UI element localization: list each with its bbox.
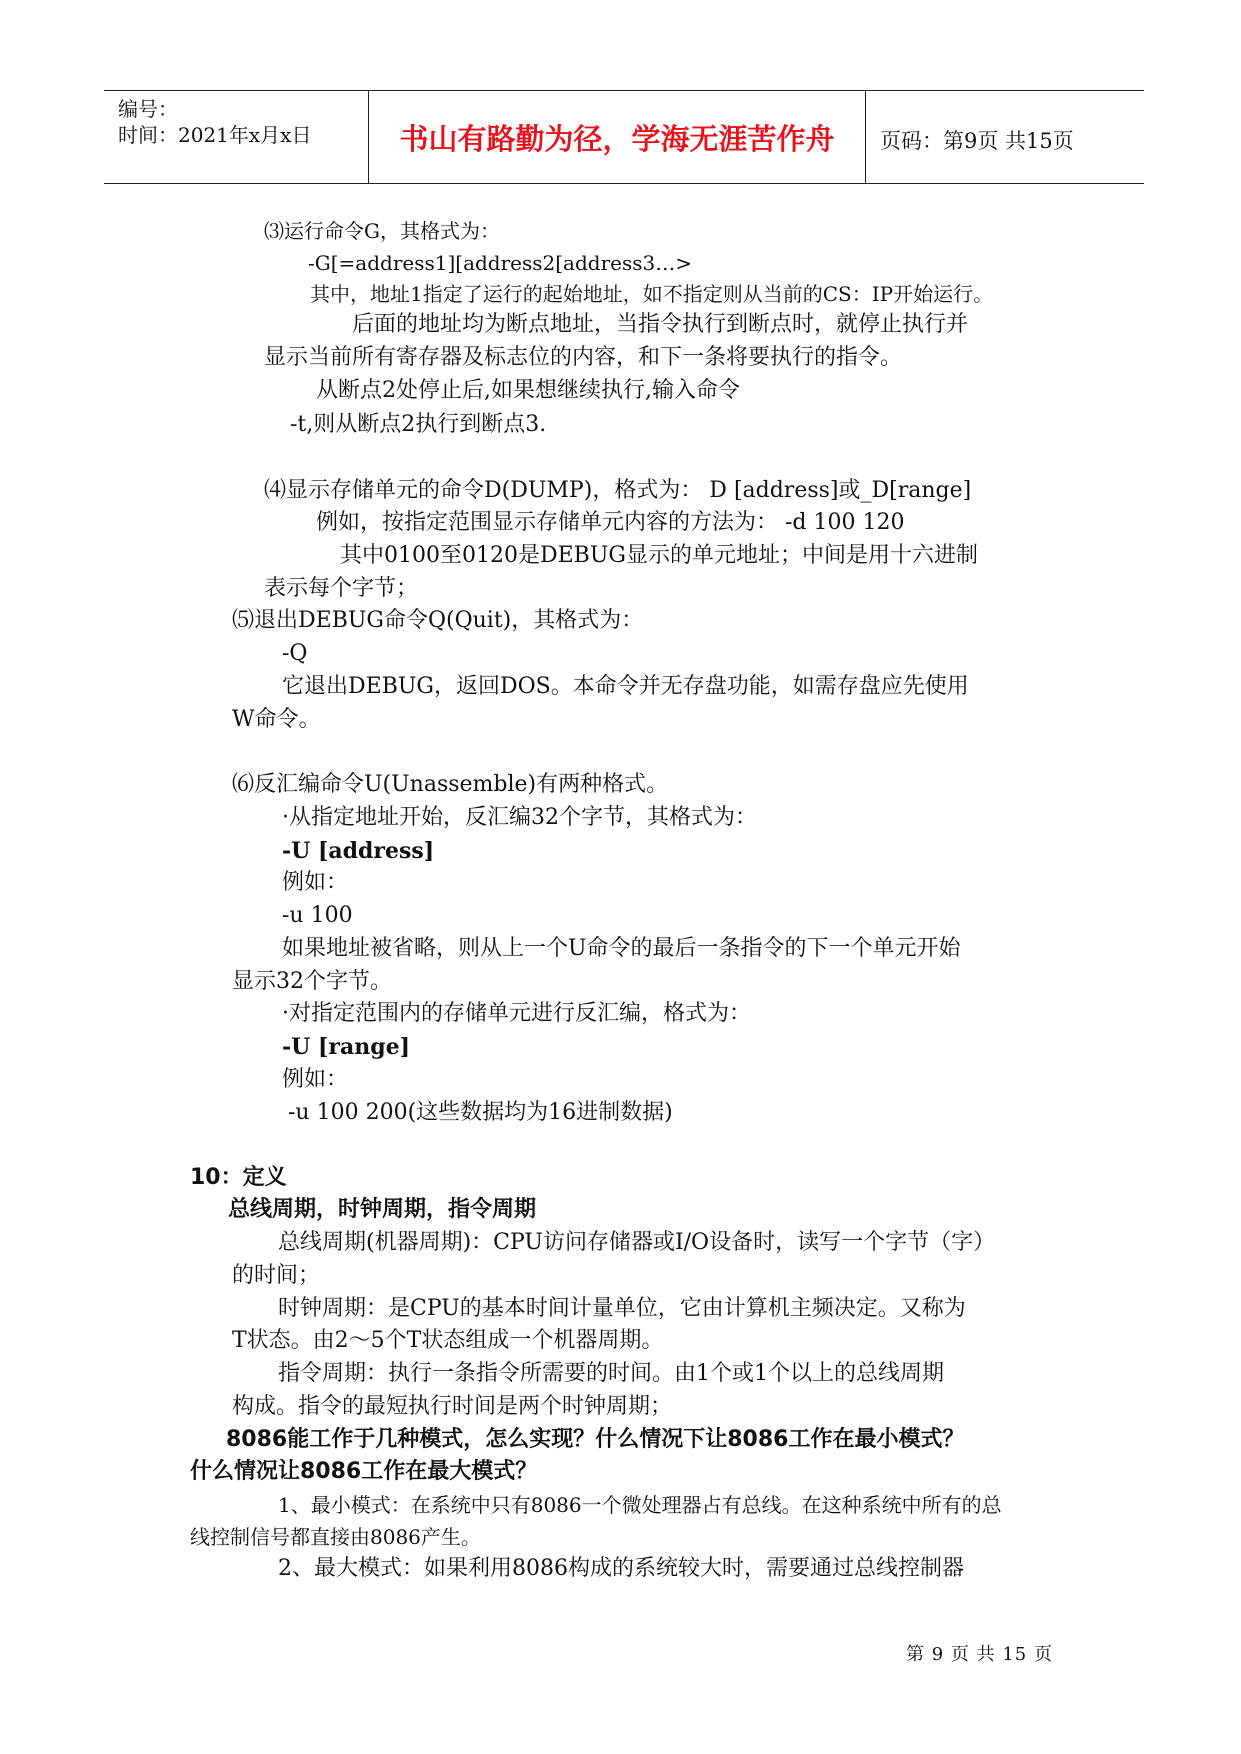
text-line: 表示每个字节； — [264, 576, 419, 601]
code-line: -U [range] — [282, 1034, 411, 1060]
text-line: 后面的地址均为断点地址，当指令执行到断点时，就停止执行并 — [352, 312, 969, 337]
text-line: T状态。由2～5个T状态组成一个机器周期。 — [232, 1328, 664, 1353]
page-info: 页码：第9页 共15页 — [880, 129, 1074, 153]
text-line: 线控制信号都直接由8086产生。 — [190, 1525, 481, 1549]
text-line: 显示32个字节。 — [232, 969, 392, 994]
time-label: 时间：2021年x月x日 — [118, 123, 312, 147]
page-footer: 第 9 页 共 15 页 — [906, 1644, 1053, 1665]
text-line: 其中0100至0120是DEBUG显示的单元地址；中间是用十六进制 — [340, 543, 978, 568]
text-line: 例如，按指定范围显示存储单元内容的方法为： -d 100 120 — [316, 510, 905, 535]
page-header — [104, 90, 1144, 184]
text-line: 构成。指令的最短执行时间是两个时钟周期； — [232, 1394, 673, 1419]
text-line: 1、最小模式：在系统中只有8086一个微处理器占有总线。在这种系统中所有的总 — [278, 1493, 1002, 1517]
text-line: 指令周期：执行一条指令所需要的时间。由1个或1个以上的总线周期 — [278, 1361, 944, 1386]
text-line: ⑹反汇编命令U(Unassemble)有两种格式。 — [232, 772, 669, 797]
text-line: 时钟周期：是CPU的基本时间计量单位，它由计算机主频决定。又称为 — [278, 1296, 966, 1321]
text-line: ⑷显示存储单元的命令D(DUMP)，格式为： D [address]或_D[range] — [264, 478, 972, 503]
question-heading: 8086能工作于几种模式，怎么实现？什么情况下让8086工作在最小模式？ — [226, 1427, 965, 1452]
text-line: 2、最大模式：如果利用8086构成的系统较大时，需要通过总线控制器 — [278, 1556, 964, 1581]
text-line: W命令。 — [232, 707, 321, 732]
header-middle-cell — [369, 91, 866, 183]
text-line: 它退出DEBUG，返回DOS。本命令并无存盘功能，如需存盘应先使用 — [282, 674, 969, 699]
section-heading: 10：定义 — [190, 1165, 287, 1190]
text-line: ⑶运行命令G，其格式为： — [264, 219, 500, 243]
question-heading: 什么情况让8086工作在最大模式？ — [190, 1459, 538, 1484]
motto: 书山有路勤为径，学海无涯苦作舟 — [399, 122, 835, 156]
subsection-heading: 总线周期，时钟周期，指令周期 — [228, 1197, 537, 1222]
text-line: -t,则从断点2执行到断点3. — [290, 412, 547, 437]
text-line: 总线周期(机器周期)：CPU访问存储器或I/O设备时，读写一个字节（字） — [278, 1230, 996, 1255]
text-line: 显示当前所有寄存器及标志位的内容，和下一条将要执行的指令。 — [264, 345, 903, 370]
text-line: 的时间； — [232, 1263, 321, 1288]
code-line: -U [address] — [282, 838, 435, 864]
text-line: ·从指定地址开始，反汇编32个字节，其格式为： — [282, 805, 757, 830]
text-line: 如果地址被省略，则从上一个U命令的最后一条指令的下一个单元开始 — [282, 936, 961, 961]
text-line: ·对指定范围内的存储单元进行反汇编，格式为： — [282, 1001, 751, 1026]
text-line: ⑸退出DEBUG命令Q(Quit)，其格式为： — [232, 608, 644, 633]
header-left-cell — [104, 91, 369, 183]
text-line: 例如： — [282, 870, 349, 895]
text-line: 例如： — [282, 1067, 349, 1092]
text-line: 从断点2处停止后,如果想继续执行,输入命令 — [316, 378, 740, 403]
header-right-cell — [866, 91, 1144, 183]
serial-label: 编号： — [118, 97, 178, 121]
text-line: 其中，地址1指定了运行的起始地址，如不指定则从当前的CS：IP开始运行。 — [310, 282, 994, 306]
text-line: -u 100 — [282, 903, 353, 928]
text-line: -G[=address1][address2[address3…> — [308, 251, 692, 275]
text-line: -u 100 200(这些数据均为16进制数据) — [288, 1100, 673, 1125]
text-line: -Q — [282, 641, 308, 666]
